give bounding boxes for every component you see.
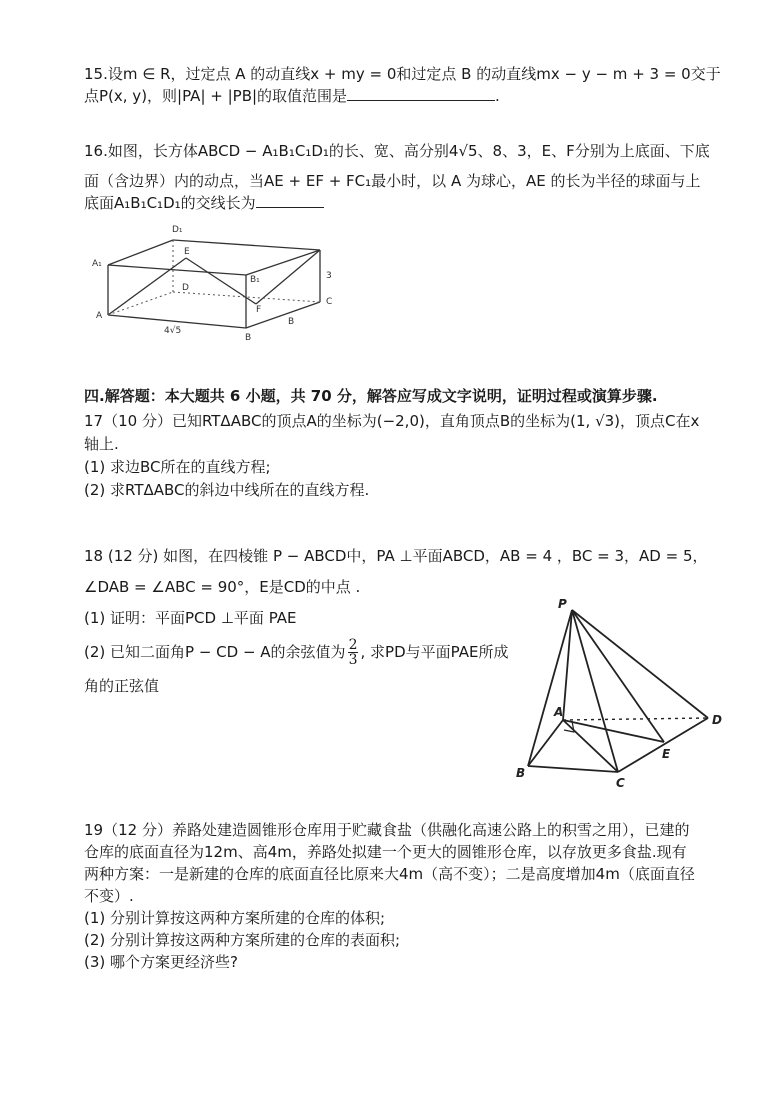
edge-ae <box>563 720 664 742</box>
q18-fraction <box>348 638 359 667</box>
fig16-label-a: A <box>96 311 103 321</box>
fig18-label-p: P <box>558 597 567 611</box>
fig16-label-a1: A₁ <box>92 259 102 269</box>
q19-part-1: (1) 分别计算按这两种方案所建的仓库的体积; <box>84 909 386 927</box>
q16-line-1: 16.如图，长方体ABCD − A₁B₁C₁D₁的长、宽、高分别4√5、8、3，E、F分别为上底面、下底 <box>84 142 710 160</box>
q19-line-3: 两种方案：一是新建的仓库的底面直径比原来大4m（高不变）；二是高度增加4m（底面直径 <box>84 865 695 883</box>
fig16-label-b1: B₁ <box>250 275 260 285</box>
hidden-edge-ad <box>108 292 173 315</box>
q18-line-1: 18 (12 分) 如图，在四棱锥 P − ABCD中，PA ⊥平面ABCD，AB = 4 ，BC = 3，AD = 5， <box>84 547 708 565</box>
q16-answer-blank <box>256 193 324 208</box>
q17-part-1: (1) 求边BC所在的直线方程; <box>84 458 271 476</box>
edge-pe <box>572 610 664 742</box>
q15-line-2-text: 点P(x, y)，则|PA| + |PB|的取值范围是 <box>84 87 348 105</box>
q19-line-1: 19（12 分）养路处建造圆锥形仓库用于贮藏食盐（供融化高速公路上的积雪之用），已建的 <box>84 821 690 839</box>
fig18-label-a: A <box>554 705 564 719</box>
hidden-edge-ad <box>563 718 708 720</box>
edge-a1-b1 <box>108 265 246 275</box>
q16-line-3-text: 底面A₁B₁C₁D₁的交线长为 <box>84 194 256 212</box>
q18-part-2 <box>84 638 508 667</box>
q16-cuboid-figure <box>88 220 348 350</box>
section-4-title: 四.解答题：本大题共 6 小题，共 70 分，解答应写成文字说明，证明过程或演算步骤. <box>84 387 658 405</box>
segment-ae <box>108 258 186 315</box>
fig16-label-length: 4√5 <box>164 326 182 336</box>
edge-a1-d1 <box>108 240 173 265</box>
edge-ab <box>528 720 563 766</box>
q16-line-2: 面（含边界）内的动点，当AE + EF + FC₁最小时，以 A 为球心，AE 的长为半径的球面与上 <box>84 172 701 190</box>
q18-part-2-text-a: (2) 已知二面角P − CD − A的余弦值为 <box>84 643 346 661</box>
edge-d1-c1 <box>173 240 320 250</box>
q19-part-3: (3) 哪个方案更经济些? <box>84 953 238 971</box>
fig18-label-e: E <box>662 747 671 761</box>
q17-line-2: 轴上. <box>84 435 119 453</box>
q15-line-1: 15.设m ∈ R，过定点 A 的动直线x + my = 0和过定点 B 的动直线mx − y − m + 3 = 0交于 <box>84 65 721 83</box>
edge-pc <box>572 610 618 772</box>
q19-line-4: 不变）. <box>84 887 134 905</box>
q19-part-2: (2) 分别计算按这两种方案所建的仓库的表面积; <box>84 931 401 949</box>
q15-line-2-end: . <box>495 87 500 105</box>
edge-cd <box>618 718 708 772</box>
q19-line-2: 仓库的底面直径为12m、高4m，养路处拟建一个更大的圆锥形仓库，以存放更多食盐.现有 <box>84 843 687 861</box>
fig18-label-c: C <box>616 776 625 790</box>
q18-pyramid-figure <box>508 594 734 790</box>
q15-answer-blank <box>347 86 495 101</box>
fig16-label-3: 3 <box>326 271 332 281</box>
fig16-label-b: B <box>245 333 252 343</box>
q18-frac-numerator: 2 <box>348 637 358 653</box>
q18-part-1: (1) 证明：平面PCD ⊥平面 PAE <box>84 609 297 627</box>
fig16-label-d1: D₁ <box>172 225 183 235</box>
q15-line-2 <box>84 86 500 106</box>
edge-pd <box>572 610 708 718</box>
q18-part-2-text-b: , 求PD与平面PAE所成 <box>360 643 509 661</box>
q17-line-1: 17（10 分）已知RTΔABC的顶点A的坐标为(−2,0)，直角顶点B的坐标为(1, √3)，顶点C在x <box>84 412 700 430</box>
segment-fc1 <box>256 250 320 304</box>
fig16-label-e: E <box>184 247 190 257</box>
q16-line-3 <box>84 193 324 213</box>
fig18-label-d: D <box>712 713 722 727</box>
fig16-label-c: C <box>326 297 333 307</box>
q17-part-2: (2) 求RTΔABC的斜边中线所在的直线方程. <box>84 481 370 499</box>
q18-frac-denominator: 3 <box>348 652 358 668</box>
fig16-label-f: F <box>256 305 262 315</box>
fig18-label-b: B <box>516 766 526 780</box>
edge-bc <box>528 766 618 772</box>
fig16-label-b-2: B <box>288 317 295 327</box>
q18-part-2-continued: 角的正弦值 <box>84 677 160 695</box>
edge-b1-c1 <box>246 250 320 275</box>
fig16-label-d: D <box>182 283 189 293</box>
q18-line-2: ∠DAB = ∠ABC = 90°，E是CD的中点 . <box>84 578 361 596</box>
